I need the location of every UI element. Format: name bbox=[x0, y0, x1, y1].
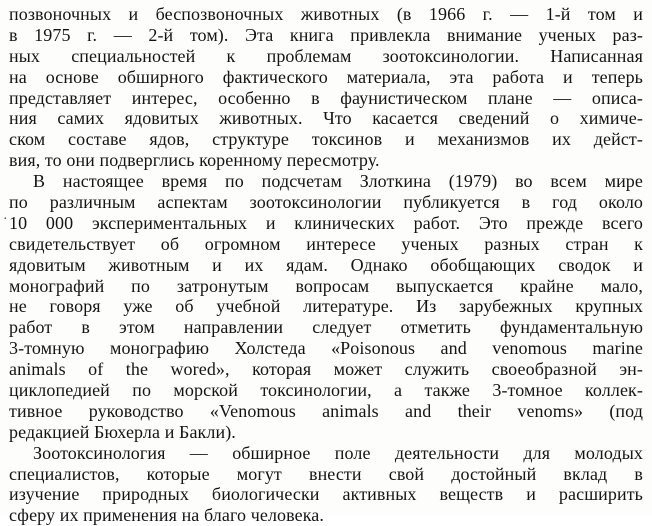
paragraph-3 bbox=[9, 443, 643, 526]
text-line: работ в этом направлении следует отметить фундаментальную bbox=[9, 317, 643, 338]
text-line: ных специальностей к проблемам зоотоксинологии. Написанная bbox=[9, 45, 643, 66]
text-line: сферу их применения на благо человека. bbox=[9, 505, 324, 526]
text-line: Зоотоксинология — обширное поле деятельности для молодых bbox=[33, 442, 643, 463]
text-line: animals of the wored», которая может служить своеобразной эн- bbox=[9, 359, 643, 380]
text-line: 10 000 экспериментальных и клинических работ. Это прежде всего bbox=[9, 212, 643, 233]
text-line: представляет интерес, особенно в фаунистическом плане — описа- bbox=[9, 87, 643, 108]
text-line: ния самих ядовитых животных. Что касается сведений о химиче- bbox=[9, 108, 643, 129]
document-body bbox=[9, 4, 643, 526]
text-line: вия, то они подверглись коренному пересмотру. bbox=[9, 150, 380, 171]
print-speck: · bbox=[3, 212, 8, 227]
paragraph-1 bbox=[9, 4, 643, 171]
text-line: не говоря уже об учебной литературе. Из зарубежных крупных bbox=[9, 296, 643, 317]
text-line: специалистов, которые могут внести свой достойный вклад в bbox=[9, 463, 643, 484]
text-line: ядовитым животным и их ядам. Однако обобщающих сводок и bbox=[9, 254, 643, 275]
text-line: на основе обширного фактического материала, эта работа и теперь bbox=[9, 66, 643, 87]
text-line: по различным аспектам зоотоксинологии публикуется в год около bbox=[9, 192, 643, 213]
text-line: в 1975 г. — 2-й том). Эта книга привлекла внимание ученых раз- bbox=[9, 24, 643, 45]
text-line: ском составе ядов, структуре токсинов и механизмов их дейст- bbox=[9, 129, 643, 150]
text-line: тивное руководство «Venomous animals and their venoms» (под bbox=[9, 400, 643, 421]
text-line: изучение природных биологически активных веществ и расширить bbox=[9, 484, 643, 505]
text-line: свидетельствует об огромном интересе ученых разных стран к bbox=[9, 233, 643, 254]
text-line: монографий по затронутым вопросам выпускается крайне мало, bbox=[9, 275, 643, 296]
text-line: редакцией Бюхерла и Бакли). bbox=[9, 421, 236, 442]
text-line: циклопедией по морской токсинологии, а также 3-томное коллек- bbox=[9, 380, 643, 401]
text-line: 3-томную монографию Холстеда «Poisonous and venomous marine bbox=[9, 338, 643, 359]
paragraph-2 bbox=[9, 171, 643, 443]
text-line: позвоночных и беспозвоночных животных (в 1966 г. — 1-й том и bbox=[9, 4, 643, 24]
text-line: В настоящее время по подсчетам Злоткина (1979) во всем мире bbox=[33, 171, 643, 192]
